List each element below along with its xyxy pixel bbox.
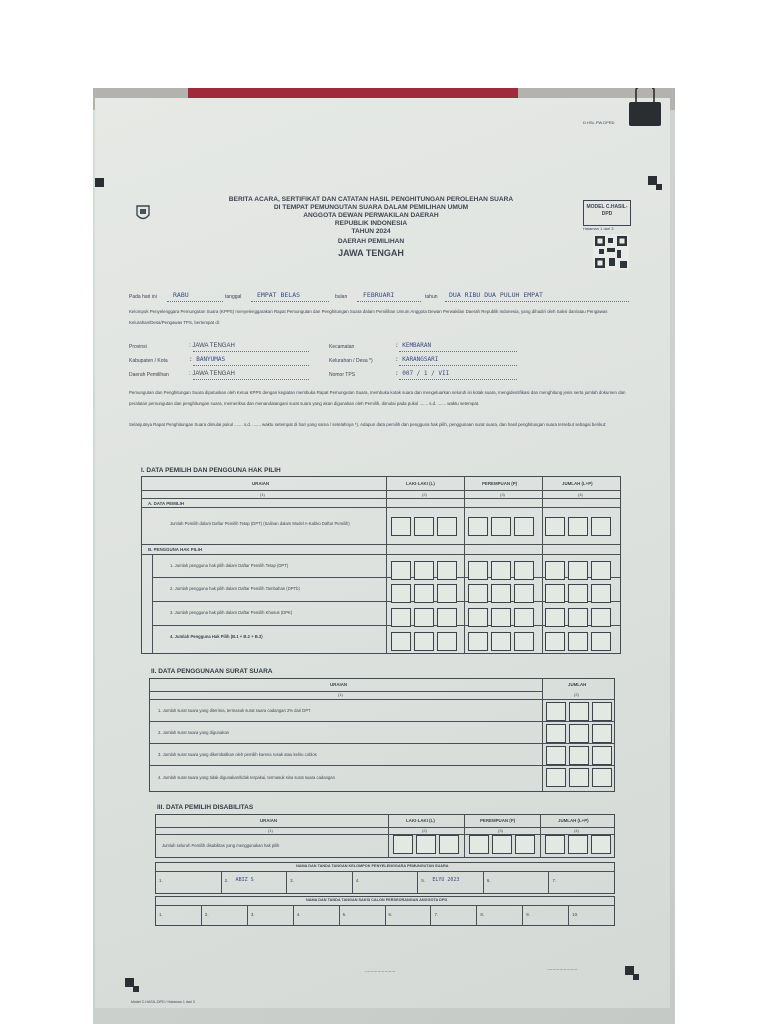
row-b4-label: 4. Jumlah Pengguna Hak Pilih (B.1 + B.2 + B.3) (170, 634, 263, 639)
digit-boxes-b2-laki[interactable] (391, 584, 457, 603)
section-3-heading: III. DATA PEMILIH DISABILITAS (157, 804, 254, 811)
kpps-signature-cell[interactable] (222, 872, 288, 893)
kpu-logo-icon (135, 204, 151, 224)
value-year: DUA RIBU DUA PULUH EMPAT (449, 291, 543, 299)
saksi-signature-number: 5. (342, 912, 347, 917)
saksi-heading: NAMA DAN TANDA TANGAN SAKSI CALON PERSEORANGAN ANGGOTA DPD (306, 898, 448, 902)
surat-row-4-label: 4. Jumlah surat suara yang tidak digunakan/tidak terpakai, termasuk sisa surat suara cadangan (158, 775, 335, 780)
col-number: (2) (422, 828, 427, 833)
digit-boxes-a-perempuan[interactable] (468, 517, 534, 536)
saksi-signature-table (155, 896, 615, 926)
saksi-signature-cell[interactable] (386, 906, 432, 925)
saksi-signature-number: 6. (388, 912, 393, 917)
region-name: JAWA TENGAH (338, 248, 404, 258)
form-sheet (95, 98, 670, 1008)
kpps-signature-cell[interactable] (287, 872, 353, 893)
digit-boxes-disabilitas-laki[interactable] (393, 835, 459, 854)
digit-boxes-b1-jumlah[interactable] (545, 561, 611, 580)
digit-boxes-b2-jumlah[interactable] (545, 584, 611, 603)
value-provinsi: : JAWA TENGAH (189, 343, 235, 349)
saksi-signature-number: 1. (159, 912, 163, 917)
corner-marker (95, 178, 104, 187)
saksi-signature-cell[interactable] (248, 906, 294, 925)
row-b3-label: 3. Jumlah pengguna hak pilih dalam Daftar Pemilih Khusus (DPK) (170, 610, 293, 615)
digit-boxes-surat-3[interactable] (546, 746, 612, 765)
footer-line: ...................... (365, 968, 396, 974)
corner-marker (133, 986, 139, 992)
col-number: (4) (574, 828, 579, 833)
value-day: RABU (173, 291, 189, 299)
digit-boxes-b1-laki[interactable] (391, 561, 457, 580)
saksi-signature-cell[interactable] (523, 906, 569, 925)
value-tps: : 007 / 1 / VII (395, 370, 450, 377)
digit-boxes-disabilitas-jumlah[interactable] (545, 835, 611, 854)
document-photo (93, 88, 675, 1024)
title-line: TAHUN 2024 (351, 228, 391, 235)
label-tps: Nomor TPS (329, 372, 356, 378)
col-number: (2) (422, 492, 427, 497)
col-number: (1) (268, 828, 273, 833)
saksi-signature-cell[interactable] (340, 906, 386, 925)
saksi-signature-cell[interactable] (294, 906, 340, 925)
row-a-label: Jumlah Pemilih dalam Daftar Pemilih Tetap (DPT) (Salinan dalam Model A-Kabko Daftar Pemilih) (170, 521, 350, 526)
digit-boxes-b3-perempuan[interactable] (468, 608, 534, 627)
label-provinsi: Provinsi (129, 344, 147, 350)
title-line: ANGGOTA DEWAN PERWAKILAN DAERAH (303, 212, 439, 219)
section-2-heading: II. DATA PENGGUNAAN SURAT SUARA (151, 668, 273, 675)
kpps-signature-number: 7. (552, 878, 557, 883)
kpps-signature-name: ELYU 2023 (432, 877, 460, 883)
kpps-heading: NAMA DAN TANDA TANGAN KELOMPOK PENYELENGGARA PEMUNGUTAN SUARA (296, 864, 449, 868)
col-perempuan: PEREMPUAN (P) (482, 481, 518, 486)
row-b2-label: 2. Jumlah pengguna hak pilih dalam Daftar Pemilih Tambahan (DPTb) (170, 586, 300, 591)
digit-boxes-b2-perempuan[interactable] (468, 584, 534, 603)
title-line: REPUBLIK INDONESIA (334, 220, 408, 227)
label-kecamatan: Kecamatan (329, 344, 355, 350)
label-month: bulan (335, 294, 348, 300)
label-year: tahun (425, 294, 438, 300)
saksi-signature-number: 8. (480, 912, 485, 917)
digit-boxes-b1-perempuan[interactable] (468, 561, 534, 580)
digit-boxes-surat-4[interactable] (546, 768, 612, 787)
kpps-signature-cell[interactable] (418, 872, 484, 893)
surat-row-1-label: 1. Jumlah surat suara yang diterima, termasuk surat suara cadangan 2% dari DPT (158, 708, 311, 713)
saksi-signature-number: 9. (526, 912, 530, 917)
kpps-signature-number: 4. (355, 878, 360, 883)
saksi-signature-number: 4. (296, 912, 301, 917)
saksi-signature-cell[interactable] (156, 906, 202, 925)
digit-boxes-b4-laki[interactable] (391, 632, 457, 651)
intro-text: Kelompok Penyelenggara Pemungutan Suara (KPPS) menyelenggarakan Rapat Pemungutan dan Penghitungan Suara dalam Pemilihan Umum Anggota Dewan Perwakilan Daerah Republik Indonesia, yang dihadiri oleh Saksi dan/atau Pengawas Kelurahan/Desa/Pengawas TPS, bertempat di: (129, 309, 608, 325)
kpps-signature-table (155, 862, 615, 894)
kpps-signature-number: 5. (421, 878, 425, 883)
kpps-signature-number: 2. (224, 878, 229, 883)
footer-line: ...................... (547, 966, 578, 972)
label-kabupaten: Kabupaten / Kota (129, 358, 168, 364)
value-month: FEBRUARI (363, 291, 395, 299)
digit-boxes-b4-jumlah[interactable] (545, 632, 611, 651)
corner-code: D.HSL.PW.DPRD (583, 120, 615, 125)
subsection-b-heading: B. PENGGUNA HAK PILIH (148, 547, 202, 552)
disabilitas-row-label: Jumlah seluruh Pemilih disabilitas yang menggunakan hak pilih (162, 843, 280, 848)
saksi-signature-cell[interactable] (431, 906, 477, 925)
footer-page-code: Model C.HASIL-DPD / Halaman 1 dari 3 (131, 1000, 195, 1004)
paragraph-2: Selanjutnya Rapat Penghitungan Suara dimulai pukul ....... s.d. ....... waktu setempat di hari yang sama / setelahnya *). Adapun data pemilih dan pengguna hak pilih, penggunaan surat suara, dan hasil penghitungan suara tersebut sebagai berikut: (129, 422, 607, 427)
title-subtitle: DAERAH PEMILIHAN (337, 238, 405, 245)
col-perempuan: PEREMPUAN (P) (480, 818, 516, 823)
saksi-signature-number: 10. (572, 912, 579, 917)
col-uraian: URAIAN (260, 818, 278, 823)
value-dapil: : JAWA TENGAH (189, 371, 235, 377)
saksi-signature-cell[interactable] (202, 906, 248, 925)
col-jumlah: JUMLAH (L+P) (562, 481, 593, 486)
col-jumlah: JUMLAH (L+P) (558, 818, 589, 823)
col-laki: LAKI-LAKI (L) (406, 481, 435, 486)
kpps-signature-cell[interactable] (156, 872, 222, 893)
corner-marker (633, 974, 639, 980)
kpps-signature-cell[interactable] (353, 872, 419, 893)
title-line: DI TEMPAT PEMUNGUTAN SUARA DALAM PEMILIHAN UMUM (273, 204, 469, 211)
binder-clip-icon (628, 88, 662, 128)
title-line: BERITA ACARA, SERTIFIKAT DAN CATATAN HASIL PENGHITUNGAN PEROLEHAN SUARA (228, 196, 514, 203)
label-dapil: Daerah Pemilihan (129, 372, 169, 378)
document-title (191, 196, 551, 259)
saksi-signature-cell[interactable] (477, 906, 523, 925)
value-kabupaten: : BANYUMAS (189, 356, 226, 363)
subsection-a-heading: A. DATA PEMILIH (148, 501, 185, 506)
col-number: (1) (260, 492, 265, 497)
page-label: Halaman 1 dari 3 (583, 226, 614, 231)
kpps-signature-number: 1. (159, 878, 163, 883)
saksi-signature-number: 2. (204, 912, 209, 917)
saksi-signature-number: 3. (250, 912, 255, 917)
col-uraian: URAIAN (252, 481, 270, 486)
label-day: Pada hari ini (129, 294, 157, 300)
label-kelurahan: Kelurahan / Desa *) (329, 358, 373, 364)
col-number: (2) (574, 692, 579, 697)
col-laki: LAKI-LAKI (L) (406, 818, 435, 823)
kpps-signature-cell[interactable] (549, 872, 614, 893)
digit-boxes-a-jumlah[interactable] (545, 517, 611, 536)
value-kecamatan: : KEMBARAN (395, 342, 432, 349)
col-number: (3) (498, 828, 503, 833)
value-kelurahan: : KARANGSARI (395, 356, 439, 363)
col-number: (3) (500, 492, 505, 497)
model-label: MODEL C.HASIL-DPD (586, 204, 628, 217)
kpps-signature-number: 3. (290, 878, 294, 883)
digit-boxes-surat-2[interactable] (546, 724, 612, 743)
digit-boxes-b3-jumlah[interactable] (545, 608, 611, 627)
digit-boxes-b3-laki[interactable] (391, 608, 457, 627)
kpps-signature-number: 6. (486, 878, 491, 883)
value-date: EMPAT BELAS (257, 291, 301, 299)
col-jumlah: JUMLAH (568, 682, 587, 687)
digit-boxes-disabilitas-perempuan[interactable] (469, 835, 535, 854)
digit-boxes-a-laki[interactable] (391, 517, 457, 536)
digit-boxes-surat-1[interactable] (546, 702, 612, 721)
kpps-signature-name: ABIZ S (235, 877, 254, 883)
label-date: tanggal (225, 294, 242, 300)
row-b1-label: 1. Jumlah pengguna hak pilih dalam Daftar Pemilih Tetap (DPT) (170, 563, 289, 568)
digit-boxes-b4-perempuan[interactable] (468, 632, 534, 651)
col-number: (1) (338, 692, 343, 697)
corner-marker (656, 184, 662, 190)
col-number: (4) (578, 492, 583, 497)
section-1-heading: I. DATA PEMILIH DAN PENGGUNA HAK PILIH (141, 467, 281, 474)
saksi-signature-cell[interactable] (569, 906, 614, 925)
model-box (583, 200, 631, 226)
paragraph-1: Pemungutan dan Penghitungan Suara diputuskan oleh Ketua KPPS dengan kegiatan membuka Rapat Pemungutan Suara, membuka kotak suara dan mengeluarkan seluruh isi kotak suara, mengidentifikasi dan menghitung jenis serta jumlah dokumen dan peralatan pemungutan dan penghitungan suara, memeriksa dan menandatangani surat suara yang akan digunakan oleh Pemilih, dimulai pada pukul ....... s.d. ....... waktu setempat. (129, 390, 626, 406)
qr-code-icon (593, 234, 629, 270)
col-uraian: URAIAN (330, 682, 348, 687)
surat-row-2-label: 2. Jumlah surat suara yang digunakan (158, 730, 229, 735)
kpps-signature-cell[interactable] (484, 872, 550, 893)
surat-row-3-label: 3. Jumlah surat suara yang dikembalikan oleh pemilih karena rusak atau keliru coblos (158, 752, 317, 757)
saksi-signature-number: 7. (434, 912, 439, 917)
